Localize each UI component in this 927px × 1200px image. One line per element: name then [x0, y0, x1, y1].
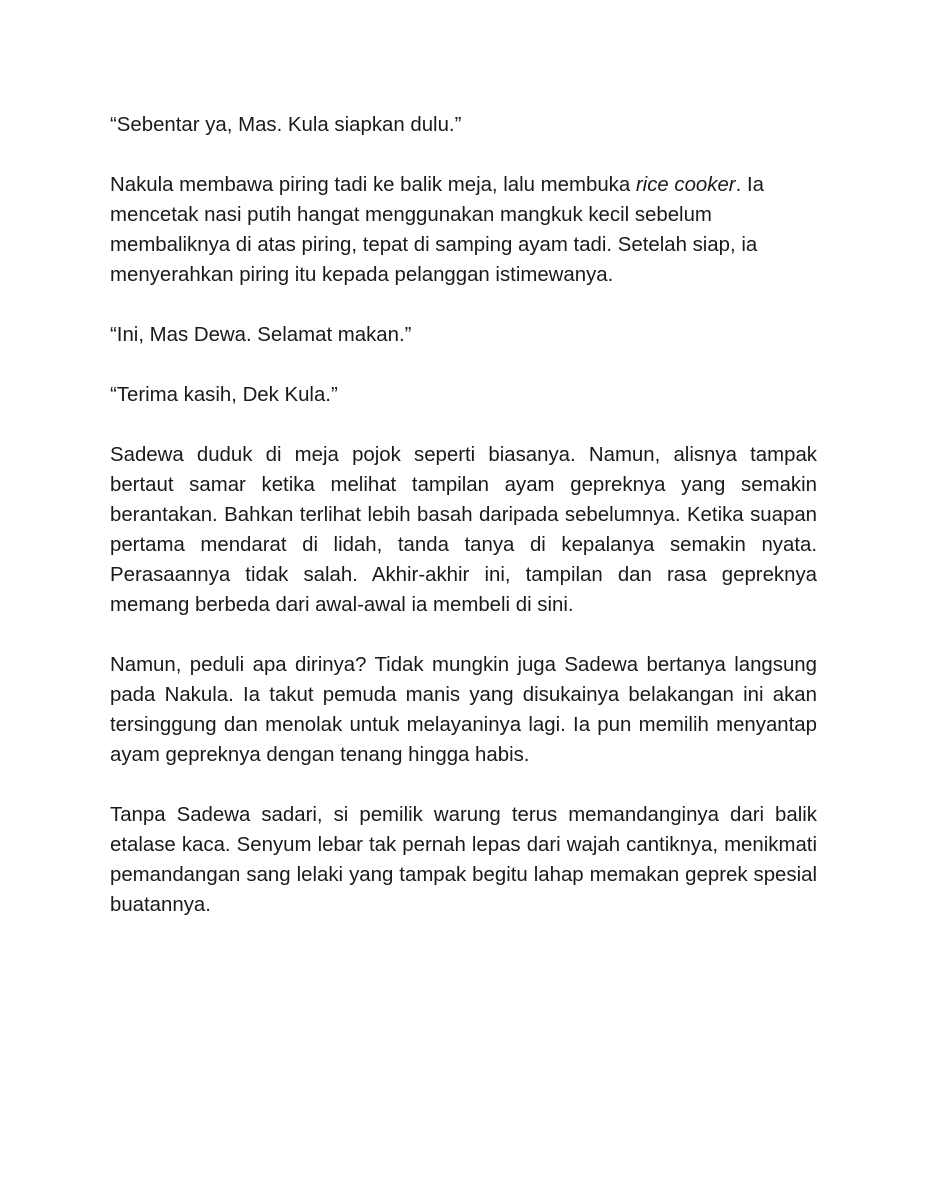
- paragraph-narration-4: Tanpa Sadewa sadari, si pemilik warung terus memandanginya dari balik etalase kaca. Senyum lebar tak pernah lepas dari wajah cantiknya, menikmati pemandangan sang lelaki yang tampak begitu lahap memakan geprek spesial buatannya.: [110, 804, 817, 916]
- paragraph-narration-3: Namun, peduli apa dirinya? Tidak mungkin juga Sadewa bertanya langsung pada Nakula. Ia takut pemuda manis yang disukainya belakangan ini akan tersinggung dan menolak untuk melayaninya lagi. Ia pun memilih menyantap ayam gepreknya dengan tenang hingga habis.: [110, 654, 817, 766]
- paragraph-dialogue-2: “Ini, Mas Dewa. Selamat makan.”: [110, 324, 412, 346]
- paragraph-text-part: Nakula membawa piring tadi ke balik meja, lalu membuka: [110, 174, 636, 196]
- paragraph-italic-term: rice cooker: [635, 174, 736, 196]
- paragraph-text-part: . Ia mencetak nasi putih hangat menggunakan mangkuk kecil sebelum membaliknya di atas piring, tepat di samping ayam tadi. Setelah siap, ia menyerahkan piring itu kepada pelanggan istimewanya.: [110, 174, 764, 286]
- paragraph-dialogue-1: “Sebentar ya, Mas. Kula siapkan dulu.”: [110, 114, 462, 136]
- paragraph-dialogue-3: “Terima kasih, Dek Kula.”: [110, 384, 338, 406]
- paragraph-narration-1: [110, 170, 817, 290]
- document-body: [110, 110, 817, 920]
- paragraph-narration-2: Sadewa duduk di meja pojok seperti biasanya. Namun, alisnya tampak bertaut samar ketika melihat tampilan ayam gepreknya yang semakin berantakan. Bahkan terlihat lebih basah daripada sebelumnya. Ketika suapan pertama mendarat di lidah, tanda tanya di kepalanya semakin nyata. Perasaannya tidak salah. Akhir-akhir ini, tampilan dan rasa gepreknya memang berbeda dari awal-awal ia membeli di sini.: [110, 444, 817, 616]
